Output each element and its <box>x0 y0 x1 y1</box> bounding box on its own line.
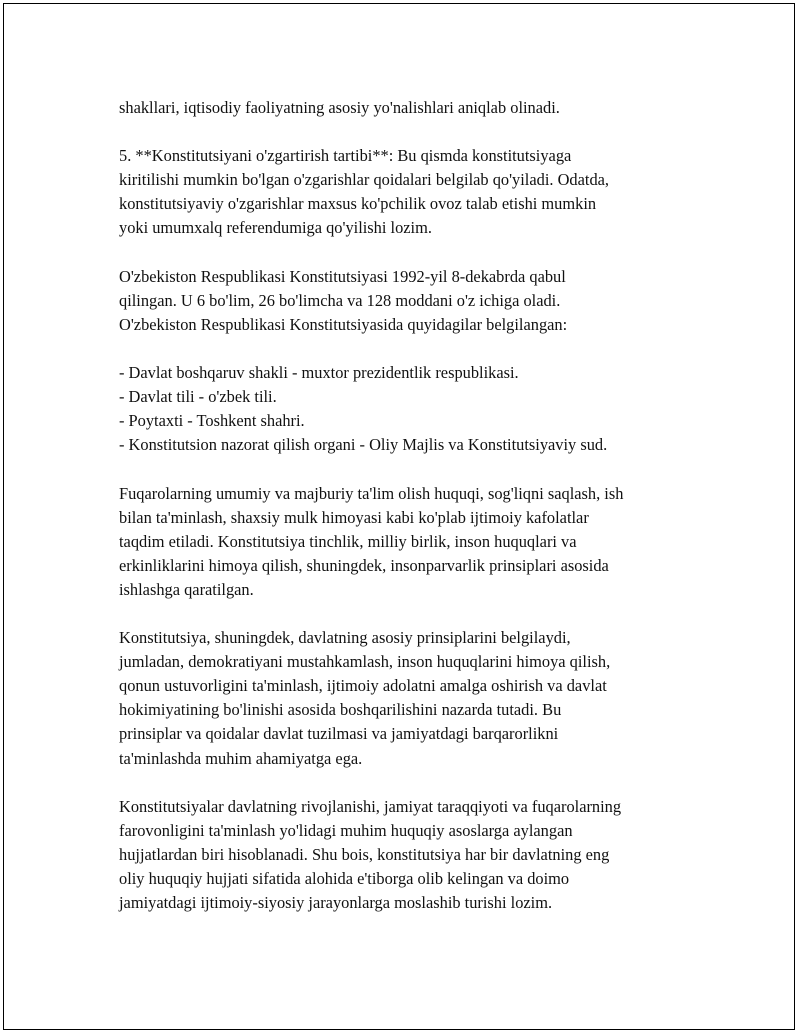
list-item: - Poytaxti - Toshkent shahri. <box>119 411 305 431</box>
text-line: jamiyatdagi ijtimoiy-siyosiy jarayonlarga moslashib turishi lozim. <box>119 893 553 913</box>
text-line: jumladan, demokratiyani mustahkamlash, inson huquqlarini himoya qilish, <box>119 652 611 672</box>
text-line: yoki umumxalq referendumiga qo'yilishi lozim. <box>119 218 432 238</box>
list-item: - Konstitutsion nazorat qilish organi - Oliy Majlis va Konstitutsiyaviy sud. <box>119 435 608 455</box>
paragraph-conclusion <box>119 795 699 915</box>
text-line: taqdim etiladi. Konstitutsiya tinchlik, milliy birlik, inson huquqlari va <box>119 531 577 551</box>
paragraph-uzbek-constitution <box>119 265 699 337</box>
document-body <box>119 96 699 939</box>
text-line: oliy huquqiy hujjati sifatida alohida e'tiborga olib kelingan va doimo <box>119 869 570 888</box>
text-line: O'zbekiston Respublikasi Konstitutsiyasi 1992-yil 8-dekabrda qabul <box>119 266 566 286</box>
bullet-list <box>119 361 699 457</box>
document-page <box>3 3 795 1030</box>
text-line: Konstitutsiyalar davlatning rivojlanishi, jamiyat taraqqiyoti va fuqarolarning <box>119 796 622 816</box>
paragraph-intro-fragment <box>119 96 699 120</box>
text-line: qilingan. U 6 bo'lim, 26 bo'limcha va 128 moddani o'z ichiga oladi. <box>119 290 561 310</box>
text-line: O'zbekiston Respublikasi Konstitutsiyasida quyidagilar belgilangan: <box>119 314 568 334</box>
text-line: 5. **Konstitutsiyani o'zgartirish tartibi**: Bu qismda konstitutsiyaga <box>119 146 572 166</box>
list-item: - Davlat tili - o'zbek tili. <box>119 387 277 407</box>
text-line: Konstitutsiya, shuningdek, davlatning asosiy prinsiplarini belgilaydi, <box>119 628 571 648</box>
text-line: Fuqarolarning umumiy va majburiy ta'lim olish huquqi, sog'liqni saqlash, ish <box>119 483 624 503</box>
text-line: shakllari, iqtisodiy faoliyatning asosiy yo'nalishlari aniqlab olinadi. <box>119 98 560 117</box>
text-line: kiritilishi mumkin bo'lgan o'zgarishlar qoidalari belgilab qo'yiladi. Odatda, <box>119 170 610 190</box>
text-line: konstitutsiyaviy o'zgarishlar maxsus ko'pchilik ovoz talab etishi mumkin <box>119 194 597 214</box>
text-line: ishlashga qaratilgan. <box>119 579 254 599</box>
paragraph-social-guarantees <box>119 482 699 602</box>
list-item: - Davlat boshqaruv shakli - muxtor prezidentlik respublikasi. <box>119 363 519 383</box>
paragraph-amendment-procedure <box>119 144 699 240</box>
text-line: prinsiplar va qoidalar davlat tuzilmasi va jamiyatdagi barqarorlikni <box>119 724 559 744</box>
paragraph-principles <box>119 626 699 771</box>
text-line: hujjatlardan biri hisoblanadi. Shu bois, konstitutsiya har bir davlatning eng <box>119 844 610 864</box>
text-line: erkinliklarini himoya qilish, shuningdek, insonparvarlik prinsiplari asosida <box>119 555 609 575</box>
text-line: hokimiyatining bo'linishi asosida boshqarilishini nazarda tutadi. Bu <box>119 700 562 720</box>
text-line: bilan ta'minlash, shaxsiy mulk himoyasi kabi ko'plab ijtimoiy kafolatlar <box>119 507 589 527</box>
text-line: ta'minlashda muhim ahamiyatga ega. <box>119 748 363 768</box>
text-line: qonun ustuvorligini ta'minlash, ijtimoiy adolatni amalga oshirish va davlat <box>119 676 607 696</box>
text-line: farovonligini ta'minlash yo'lidagi muhim huquqiy asoslarga aylangan <box>119 820 573 840</box>
